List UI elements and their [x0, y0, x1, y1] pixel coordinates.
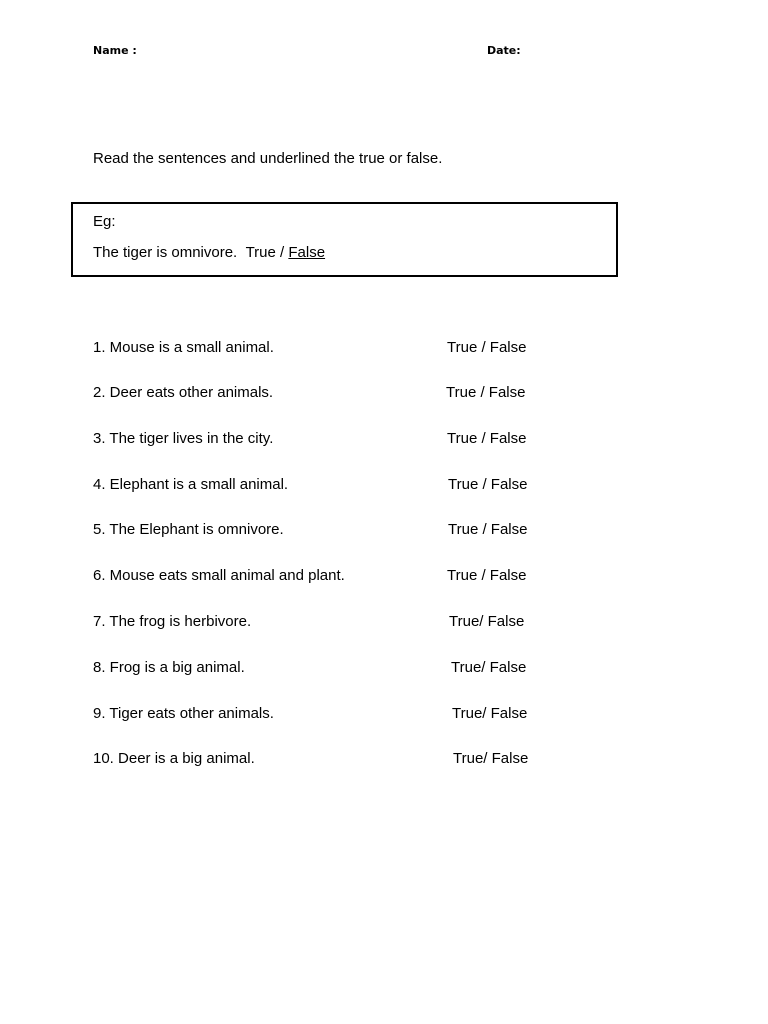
true-false-choice[interactable]: True/ False	[449, 613, 525, 630]
true-false-choice[interactable]: True/ False	[452, 705, 528, 722]
true-false-choice[interactable]: True/ False	[453, 750, 529, 767]
question-row	[93, 384, 553, 404]
example-label: Eg:	[93, 213, 116, 230]
true-false-choice[interactable]: True / False	[448, 476, 528, 493]
question-text: 9. Tiger eats other animals.	[93, 705, 274, 722]
question-text: 8. Frog is a big animal.	[93, 659, 245, 676]
question-text: 6. Mouse eats small animal and plant.	[93, 567, 345, 584]
question-text: 2. Deer eats other animals.	[93, 384, 274, 401]
example-true-option: True /	[245, 244, 285, 261]
question-row	[93, 613, 553, 633]
question-row	[93, 476, 553, 496]
true-false-choice[interactable]: True / False	[447, 567, 527, 584]
true-false-choice[interactable]: True / False	[447, 430, 527, 447]
question-text: 3. The tiger lives in the city.	[93, 430, 274, 447]
question-row	[93, 567, 553, 587]
example-false-option-underlined: False	[288, 244, 326, 261]
question-text: 4. Elephant is a small animal.	[93, 476, 289, 493]
question-row	[93, 430, 553, 450]
example-box	[71, 202, 618, 277]
question-text: 7. The frog is herbivore.	[93, 613, 252, 630]
question-text: 10. Deer is a big animal.	[93, 750, 255, 767]
question-text: 1. Mouse is a small animal.	[93, 339, 274, 356]
true-false-choice[interactable]: True / False	[446, 384, 526, 401]
question-row	[93, 339, 553, 359]
true-false-choice[interactable]: True/ False	[451, 659, 527, 676]
question-row	[93, 521, 553, 541]
true-false-choice[interactable]: True / False	[448, 521, 528, 538]
name-label: Name :	[93, 44, 137, 57]
question-text: 5. The Elephant is omnivore.	[93, 521, 284, 538]
instructions-text: Read the sentences and underlined the true or false.	[93, 150, 443, 167]
question-row	[93, 659, 553, 679]
true-false-choice[interactable]: True / False	[447, 339, 527, 356]
question-row	[93, 750, 553, 770]
example-sentence: The tiger is omnivore.	[93, 244, 238, 261]
question-row	[93, 705, 553, 725]
date-label: Date:	[487, 44, 521, 57]
example-line	[93, 244, 325, 261]
